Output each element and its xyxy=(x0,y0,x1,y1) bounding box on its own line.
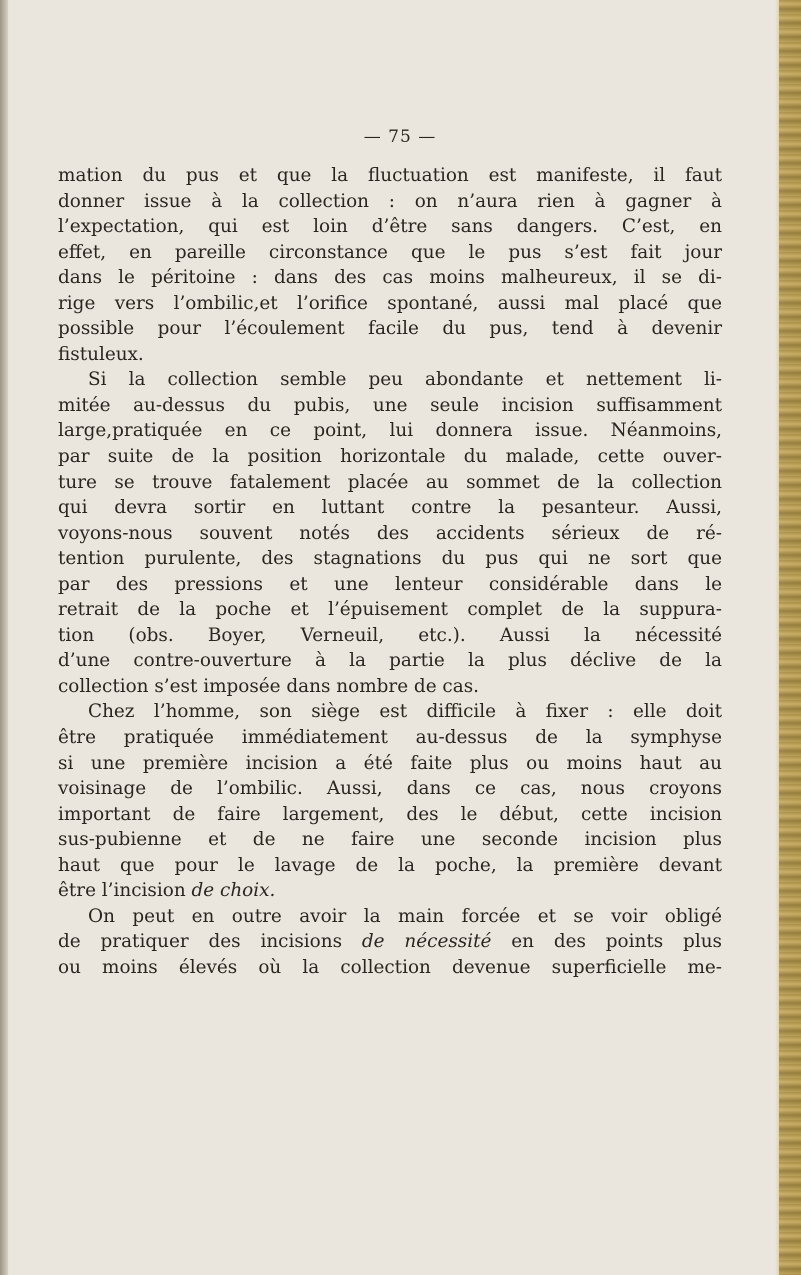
text-segment: être l’incision xyxy=(58,880,192,902)
text-line: voyons-nous souvent notés des accidents sérieux de ré- xyxy=(58,522,722,544)
text-line: être pratiquée immédiatement au-dessus de la symphyse xyxy=(58,727,722,749)
text-line: par suite de la position horizontale du malade, cette ouver- xyxy=(58,446,722,468)
paragraph-start-line: Chez l’homme, son siège est difficile à fixer : elle doit xyxy=(88,701,722,723)
text-line: par des pressions et une lenteur considérable dans le xyxy=(58,573,722,595)
text-line: sus-pubienne et de ne faire une seconde incision plus xyxy=(58,829,722,851)
text-line: rige vers l’ombilic,et l’orifice spontané, aussi mal placé que xyxy=(58,292,722,314)
text-line: retrait de la poche et l’épuisement complet de la suppura- xyxy=(58,599,722,621)
text-line: voisinage de l’ombilic. Aussi, dans ce cas, nous croyons xyxy=(58,778,722,800)
text-line: dans le péritoine : dans des cas moins malheureux, il se di- xyxy=(58,267,722,289)
page-right-gilt-edge xyxy=(779,0,801,1275)
text-line: d’une contre-ouverture à la partie la plus déclive de la xyxy=(58,650,722,672)
text-line: collection s’est imposée dans nombre de cas. xyxy=(58,675,479,697)
text-line: haut que pour le lavage de la poche, la première devant xyxy=(58,854,722,876)
paragraph-start-line: Si la collection semble peu abondante et nettement li- xyxy=(88,369,722,391)
text-line: mitée au-dessus du pubis, une seule incision suffisamment xyxy=(58,394,722,416)
text-line: mation du pus et que la fluctuation est manifeste, il faut xyxy=(58,165,722,186)
text-line: si une première incision a été faite plus ou moins haut au xyxy=(58,752,722,774)
text-line: ou moins élevés où la collection devenue superficielle me- xyxy=(58,956,722,978)
page-number: — 75 — xyxy=(363,127,437,147)
italic-term-de-necessite: de nécessité xyxy=(361,931,492,953)
text-line: effet, en pareille circonstance que le pus s’est fait jour xyxy=(58,241,722,263)
text-segment: en des points plus xyxy=(491,931,722,953)
text-line: tion (obs. Boyer, Verneuil, etc.). Aussi la nécessité xyxy=(58,624,722,646)
text-line: qui devra sortir en luttant contre la pesanteur. Aussi, xyxy=(58,497,722,519)
text-line: l’expectation, qui est loin d’être sans dangers. C’est, en xyxy=(58,216,722,238)
text-line: possible pour l’écoulement facile du pus, tend à devenir xyxy=(58,318,722,340)
page-left-shadow xyxy=(0,0,8,1275)
italic-term-de-choix: de choix. xyxy=(191,880,276,902)
text-line: donner issue à la collection : on n’aura rien à gagner à xyxy=(58,190,722,212)
paragraph-start-line: On peut en outre avoir la main forcée et se voir obligé xyxy=(88,905,722,927)
text-line-with-italic xyxy=(58,878,722,904)
text-line-with-italic xyxy=(58,929,722,955)
text-segment: de pratiquer des incisions xyxy=(58,931,362,953)
text-line: large,pratiquée en ce point, lui donnera issue. Néanmoins, xyxy=(58,420,722,442)
text-line: tention purulente, des stagnations du pus qui ne sort que xyxy=(58,548,722,570)
text-line: fistuleux. xyxy=(58,343,144,365)
text-line: important de faire largement, des le début, cette incision xyxy=(58,803,722,825)
text-line: ture se trouve fatalement placée au sommet de la collection xyxy=(58,471,722,493)
page-body-text xyxy=(58,163,722,981)
